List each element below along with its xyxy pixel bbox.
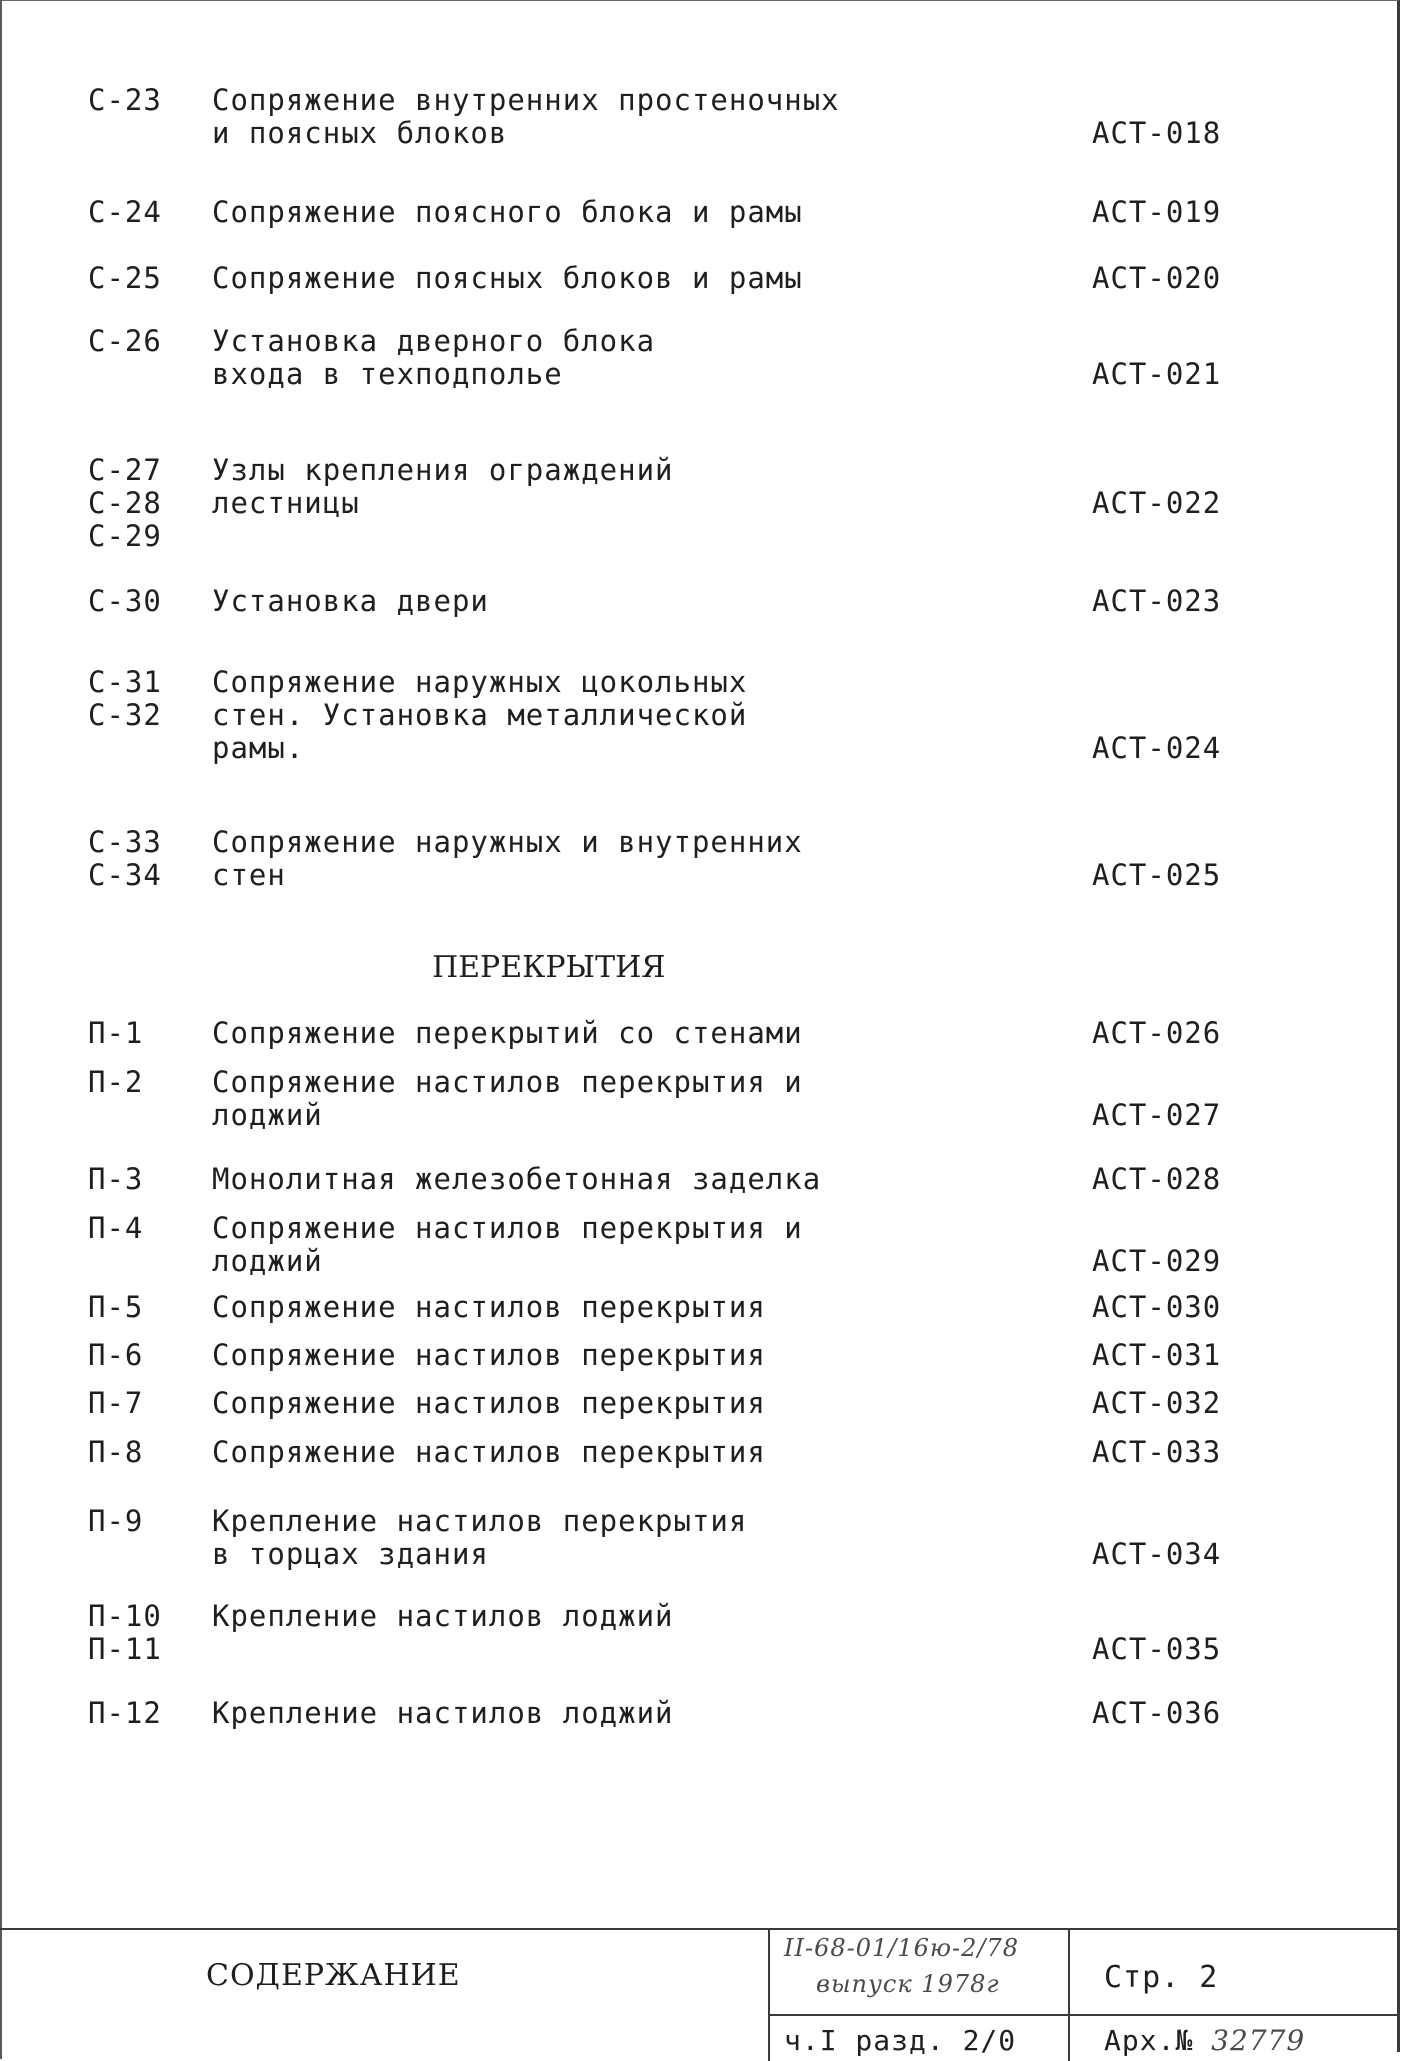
- sheet-code: [88, 262, 198, 295]
- node-title-line: Сопряжение настилов перекрытия: [212, 1386, 766, 1420]
- stamp-title: СОДЕРЖАНИЕ: [206, 1958, 461, 1993]
- node-title: [212, 1600, 1072, 1633]
- issue-year: выпуск 1978г: [816, 1970, 1000, 1998]
- node-title-line: Крепление настилов лоджий: [212, 1696, 674, 1730]
- sheet-code: [88, 826, 198, 892]
- node-title-line: Крепление настилов лоджий: [212, 1599, 674, 1633]
- node-title-line: Сопряжение поясного блока и рамы: [212, 195, 803, 229]
- sheet-code-line: С-27: [88, 453, 162, 487]
- sheet-code: [88, 84, 198, 117]
- node-title-line: лестницы: [212, 486, 360, 520]
- sheet-code-line: С-30: [88, 584, 162, 618]
- drawing-reference: АСТ-033: [1092, 1435, 1222, 1469]
- node-title-line: стен: [212, 858, 286, 892]
- drawing-reference: АСТ-020: [1092, 261, 1222, 295]
- node-title-line: Сопряжение поясных блоков и рамы: [212, 261, 803, 295]
- node-title: [212, 1436, 1072, 1469]
- document-code: II-68-01/16ю-2/78: [784, 1934, 1020, 1962]
- drawing-reference: АСТ-026: [1092, 1016, 1222, 1050]
- drawing-reference: АСТ-031: [1092, 1338, 1222, 1372]
- drawing-reference: АСТ-025: [1092, 858, 1222, 892]
- sheet-code: [88, 1697, 198, 1730]
- node-title-line: и поясных блоков: [212, 116, 508, 150]
- stamp-divider: [1068, 1930, 1070, 2061]
- sheet-code: [88, 1387, 198, 1420]
- drawing-reference: АСТ-029: [1092, 1244, 1222, 1278]
- drawing-reference: АСТ-024: [1092, 731, 1222, 765]
- node-title-line: Сопряжение перекрытий со стенами: [212, 1016, 803, 1050]
- sheet-code: [88, 1436, 198, 1469]
- drawing-reference: АСТ-034: [1092, 1537, 1222, 1571]
- sheet-code: [88, 1163, 198, 1196]
- node-title-line: Сопряжение наружных цокольных: [212, 665, 748, 699]
- node-title-line: Установка дверного блока: [212, 324, 656, 358]
- sheet-code: [88, 1066, 198, 1099]
- sheet-code-line: П-8: [88, 1435, 144, 1469]
- sheet-code-line: П-5: [88, 1290, 144, 1324]
- stamp-divider: [768, 1930, 770, 2061]
- node-title: [212, 1339, 1072, 1372]
- sheet-code-line: С-29: [88, 519, 162, 553]
- drawing-reference: АСТ-027: [1092, 1098, 1222, 1132]
- node-title: [212, 1066, 1072, 1132]
- node-title: [212, 1212, 1072, 1278]
- node-title-line: Сопряжение наружных и внутренних: [212, 825, 803, 859]
- sheet-code: [88, 196, 198, 229]
- sheet-code-line: П-12: [88, 1696, 162, 1730]
- sheet-code-line: П-3: [88, 1162, 144, 1196]
- node-title-line: Узлы крепления ограждений: [212, 453, 674, 487]
- drawing-reference: АСТ-028: [1092, 1162, 1222, 1196]
- node-title-line: Сопряжение настилов перекрытия: [212, 1290, 766, 1324]
- drawing-reference: АСТ-036: [1092, 1696, 1222, 1730]
- node-title-line: лоджий: [212, 1098, 323, 1132]
- drawing-reference: АСТ-030: [1092, 1290, 1222, 1324]
- archive-label: Арх.№: [1104, 2024, 1194, 2057]
- sheet-code-line: С-23: [88, 83, 162, 117]
- left-border: [0, 0, 2, 2059]
- node-title-line: Установка двери: [212, 584, 489, 618]
- node-title-line: лоджий: [212, 1244, 323, 1278]
- section-title-floors: ПЕРЕКРЫТИЯ: [432, 950, 666, 985]
- sheet-code-line: С-25: [88, 261, 162, 295]
- sheet-code: [88, 1600, 198, 1666]
- node-title-line: входа в техподполье: [212, 357, 563, 391]
- sheet-code: [88, 666, 198, 732]
- sheet-code-line: П-11: [88, 1632, 162, 1666]
- node-title-line: Сопряжение настилов перекрытия: [212, 1338, 766, 1372]
- node-title: [212, 454, 1072, 520]
- drawing-reference: АСТ-032: [1092, 1386, 1222, 1420]
- node-title: [212, 1163, 1072, 1196]
- sheet-code: [88, 1505, 198, 1538]
- sheet-code-line: С-26: [88, 324, 162, 358]
- node-title: [212, 826, 1072, 892]
- sheet-code-line: С-33: [88, 825, 162, 859]
- node-title-line: Крепление настилов перекрытия: [212, 1504, 748, 1538]
- sheet-code-line: С-34: [88, 858, 162, 892]
- sheet-code: [88, 1339, 198, 1372]
- sheet-code-line: П-10: [88, 1599, 162, 1633]
- drawing-reference: АСТ-035: [1092, 1632, 1222, 1666]
- node-title: [212, 1291, 1072, 1324]
- node-title: [212, 1017, 1072, 1050]
- archive-value: 32779: [1211, 2024, 1306, 2057]
- sheet-code-line: П-2: [88, 1065, 144, 1099]
- node-title: [212, 585, 1072, 618]
- node-title-line: в торцах здания: [212, 1537, 489, 1571]
- node-title: [212, 1697, 1072, 1730]
- drawing-reference: АСТ-021: [1092, 357, 1222, 391]
- node-title-line: Сопряжение внутренних простеночных: [212, 83, 840, 117]
- sheet-code: [88, 1017, 198, 1050]
- node-title: [212, 262, 1072, 295]
- sheet-code: [88, 454, 198, 553]
- sheet-code: [88, 585, 198, 618]
- drawing-reference: АСТ-022: [1092, 486, 1222, 520]
- sheet-code-line: П-4: [88, 1211, 144, 1245]
- node-title-line: Сопряжение настилов перекрытия и: [212, 1211, 803, 1245]
- drawing-reference: АСТ-018: [1092, 116, 1222, 150]
- sheet-code-line: П-6: [88, 1338, 144, 1372]
- sheet-code-line: С-24: [88, 195, 162, 229]
- node-title-line: рамы.: [212, 731, 305, 765]
- drawing-reference: АСТ-019: [1092, 195, 1222, 229]
- node-title-line: Сопряжение настилов перекрытия: [212, 1435, 766, 1469]
- node-title: [212, 666, 1072, 765]
- node-title-line: Монолитная железобетонная заделка: [212, 1162, 822, 1196]
- node-title: [212, 1505, 1072, 1571]
- sheet-code: [88, 325, 198, 358]
- stamp-divider: [768, 2014, 1400, 2016]
- node-title: [212, 84, 1072, 150]
- node-title: [212, 196, 1072, 229]
- sheet-code: [88, 1212, 198, 1245]
- node-title: [212, 1387, 1072, 1420]
- node-title: [212, 325, 1072, 391]
- sheet-code: [88, 1291, 198, 1324]
- sheet-code-line: П-7: [88, 1386, 144, 1420]
- title-block: [0, 1928, 1400, 2061]
- node-title-line: Сопряжение настилов перекрытия и: [212, 1065, 803, 1099]
- sheet-code-line: С-28: [88, 486, 162, 520]
- part-section: ч.I разд. 2/0: [784, 2024, 1017, 2057]
- sheet-code-line: С-31: [88, 665, 162, 699]
- sheet-code-line: П-1: [88, 1016, 144, 1050]
- page-number: Стр. 2: [1104, 1960, 1219, 1995]
- node-title-line: стен. Установка металлической: [212, 698, 748, 732]
- sheet-code-line: С-32: [88, 698, 162, 732]
- archive-number: [1104, 2024, 1305, 2057]
- sheet-code-line: П-9: [88, 1504, 144, 1538]
- drawing-reference: АСТ-023: [1092, 584, 1222, 618]
